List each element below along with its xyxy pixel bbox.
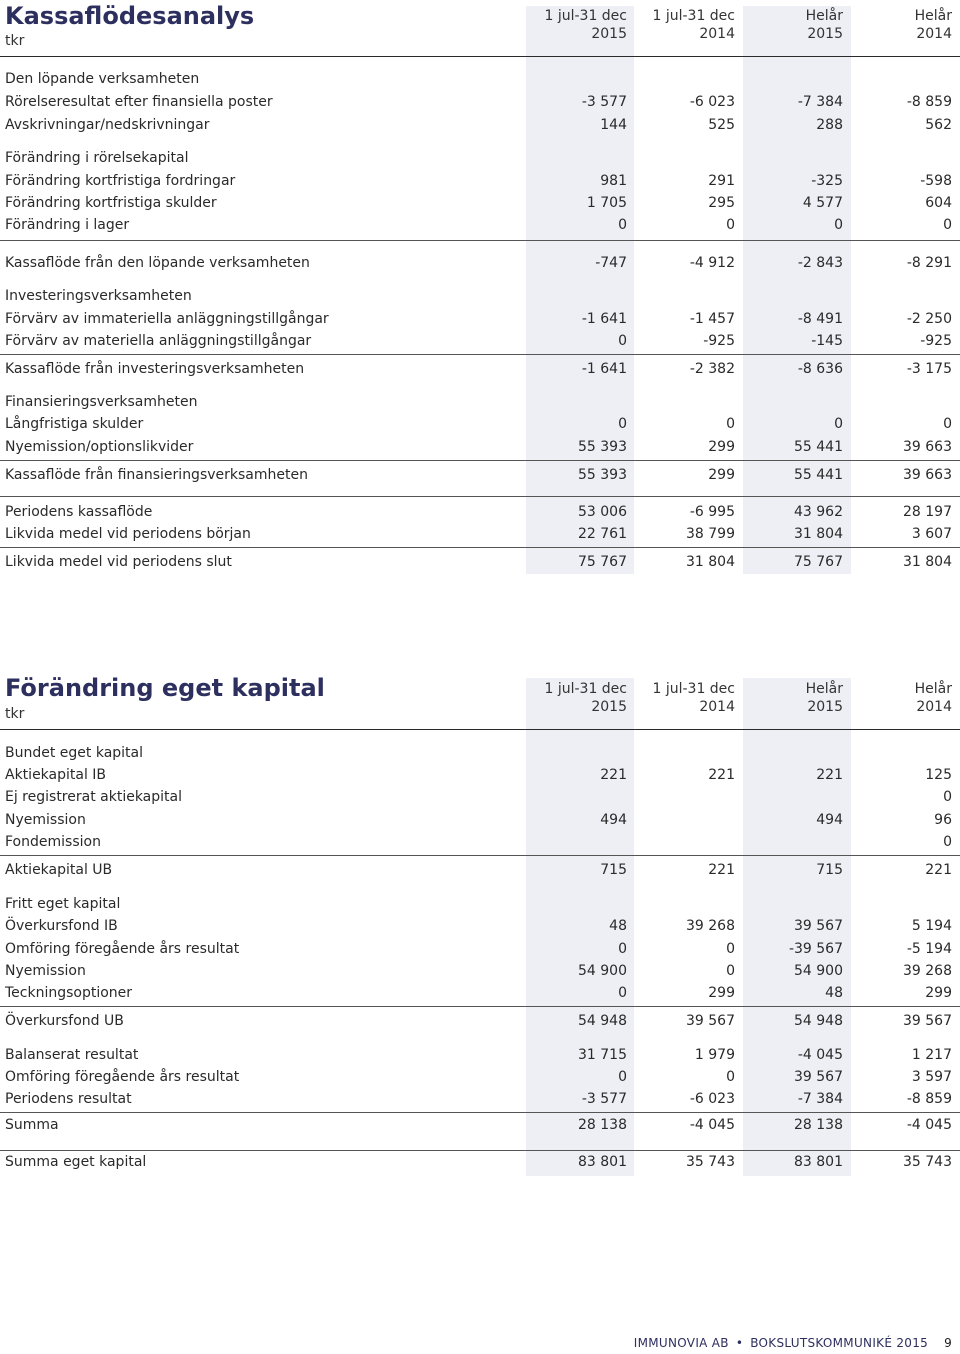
cell-value: 39 663	[903, 467, 952, 483]
cell-value: 35 743	[686, 1154, 735, 1170]
cell-value: 0	[726, 416, 735, 432]
cell-value: 54 948	[578, 1013, 627, 1029]
row-label: Avskrivningar/nedskrivningar	[5, 117, 210, 133]
cell-value: 0	[618, 985, 627, 1001]
cell-value: 75 767	[578, 554, 627, 570]
column-header: 1 jul-31 dec 2014	[652, 681, 735, 715]
header-divider	[0, 729, 960, 730]
cell-value: -3 577	[581, 94, 627, 110]
cashflow-unit: tkr	[5, 33, 25, 49]
cell-value: 1 705	[586, 195, 627, 211]
page-number: 9	[944, 1336, 952, 1350]
cell-value: -145	[811, 333, 843, 349]
cell-value: -4 045	[797, 1047, 843, 1063]
cell-value: 96	[934, 812, 952, 828]
cell-value: 0	[618, 941, 627, 957]
cell-value: 1 979	[694, 1047, 735, 1063]
row-label: Likvida medel vid periodens början	[5, 526, 251, 542]
column-header: 1 jul-31 dec 2015	[544, 681, 627, 715]
row-label: Kassaflöde från den löpande verksamheten	[5, 255, 310, 271]
cell-value: 0	[834, 416, 843, 432]
cell-value: -598	[920, 173, 952, 189]
row-label: Aktiekapital IB	[5, 767, 107, 783]
cell-value: 39 567	[903, 1013, 952, 1029]
cell-value: 54 900	[578, 963, 627, 979]
cell-value: 715	[816, 862, 843, 878]
cell-value: -4 045	[689, 1117, 735, 1133]
cell-value: 55 441	[794, 439, 843, 455]
cell-value: -2 250	[906, 311, 952, 327]
cell-value: 83 801	[794, 1154, 843, 1170]
cell-value: 221	[816, 767, 843, 783]
cell-value: -6 023	[689, 1091, 735, 1107]
row-label: Finansieringsverksamheten	[5, 394, 198, 410]
row-label: Periodens resultat	[5, 1091, 132, 1107]
cell-value: 54 948	[794, 1013, 843, 1029]
cell-value: 288	[816, 117, 843, 133]
row-label: Summa eget kapital	[5, 1154, 147, 1170]
cell-value: 39 567	[686, 1013, 735, 1029]
cell-value: 0	[726, 941, 735, 957]
cell-value: 291	[708, 173, 735, 189]
row-divider	[0, 1006, 960, 1007]
cell-value: 48	[825, 985, 843, 1001]
cell-value: 54 900	[794, 963, 843, 979]
cell-value: -8 636	[797, 361, 843, 377]
row-label: Långfristiga skulder	[5, 416, 144, 432]
cell-value: -925	[703, 333, 735, 349]
cell-value: -4 045	[906, 1117, 952, 1133]
cashflow-title: Kassaflödesanalys	[5, 2, 255, 30]
row-label: Summa	[5, 1117, 59, 1133]
cell-value: 53 006	[578, 504, 627, 520]
cell-value: 0	[943, 416, 952, 432]
row-label: Fondemission	[5, 834, 101, 850]
column-header: Helår 2015	[805, 8, 843, 42]
row-label: Kassaflöde från finansieringsverksamheten	[5, 467, 308, 483]
cell-value: -925	[920, 333, 952, 349]
cell-value: 4 577	[802, 195, 843, 211]
footer-document: BOKSLUTSKOMMUNIKÉ 2015	[750, 1336, 929, 1350]
cell-value: -747	[595, 255, 627, 271]
cell-value: 55 441	[794, 467, 843, 483]
cell-value: -8 491	[797, 311, 843, 327]
row-label: Teckningsoptioner	[5, 985, 133, 1001]
row-label: Fritt eget kapital	[5, 896, 121, 912]
cell-value: 3 607	[911, 526, 952, 542]
cell-value: 0	[618, 1069, 627, 1085]
cell-value: -5 194	[906, 941, 952, 957]
cell-value: -7 384	[797, 1091, 843, 1107]
cell-value: -2 382	[689, 361, 735, 377]
cell-value: -2 843	[797, 255, 843, 271]
cell-value: -1 457	[689, 311, 735, 327]
cell-value: 43 962	[794, 504, 843, 520]
cell-value: 75 767	[794, 554, 843, 570]
cell-value: -325	[811, 173, 843, 189]
cell-value: 39 268	[686, 918, 735, 934]
cell-value: 28 138	[578, 1117, 627, 1133]
cell-value: 525	[708, 117, 735, 133]
cell-value: 0	[943, 834, 952, 850]
cell-value: 55 393	[578, 467, 627, 483]
row-label: Kassaflöde från investeringsverksamheten	[5, 361, 305, 377]
cell-value: 0	[726, 1069, 735, 1085]
cell-value: 55 393	[578, 439, 627, 455]
cell-value: -8 859	[906, 1091, 952, 1107]
column-header: Helår 2014	[914, 681, 952, 715]
row-label: Nyemission	[5, 812, 86, 828]
cell-value: 494	[816, 812, 843, 828]
cell-value: -1 641	[581, 311, 627, 327]
cell-value: 0	[618, 217, 627, 233]
equity-unit: tkr	[5, 706, 25, 722]
cell-value: 0	[618, 333, 627, 349]
row-label: Förvärv av materiella anläggningstillgångar	[5, 333, 312, 349]
cell-value: 31 804	[686, 554, 735, 570]
row-label: Överkursfond IB	[5, 918, 118, 934]
row-label: Omföring föregående års resultat	[5, 1069, 240, 1085]
row-label: Omföring föregående års resultat	[5, 941, 240, 957]
cell-value: 299	[925, 985, 952, 1001]
cell-value: 0	[943, 217, 952, 233]
cell-value: 35 743	[903, 1154, 952, 1170]
cell-value: 31 804	[903, 554, 952, 570]
cell-value: 299	[708, 467, 735, 483]
cell-value: 1 217	[911, 1047, 952, 1063]
cell-value: -7 384	[797, 94, 843, 110]
cell-value: 562	[925, 117, 952, 133]
column-header: Helår 2015	[805, 681, 843, 715]
cell-value: 221	[600, 767, 627, 783]
cell-value: 31 804	[794, 526, 843, 542]
row-label: Nyemission	[5, 963, 86, 979]
cell-value: 39 567	[794, 1069, 843, 1085]
cell-value: 39 567	[794, 918, 843, 934]
row-label: Förändring i lager	[5, 217, 130, 233]
cell-value: 39 268	[903, 963, 952, 979]
footer-company: IMMUNOVIA AB	[633, 1336, 729, 1350]
cell-value: -6 995	[689, 504, 735, 520]
cell-value: 295	[708, 195, 735, 211]
row-label: Balanserat resultat	[5, 1047, 139, 1063]
cell-value: 48	[609, 918, 627, 934]
cell-value: 22 761	[578, 526, 627, 542]
cell-value: 221	[925, 862, 952, 878]
column-header: Helår 2014	[914, 8, 952, 42]
equity-title: Förändring eget kapital	[5, 674, 325, 702]
row-label: Den löpande verksamheten	[5, 71, 200, 87]
cell-value: 3 597	[911, 1069, 952, 1085]
cell-value: 125	[925, 767, 952, 783]
cell-value: 31 715	[578, 1047, 627, 1063]
row-label: Förändring kortfristiga skulder	[5, 195, 217, 211]
cell-value: 715	[600, 862, 627, 878]
row-label: Förändring i rörelsekapital	[5, 150, 189, 166]
cell-value: 604	[925, 195, 952, 211]
row-label: Aktiekapital UB	[5, 862, 113, 878]
row-divider	[0, 1112, 960, 1113]
cell-value: 38 799	[686, 526, 735, 542]
row-divider	[0, 855, 960, 856]
row-label: Förvärv av immateriella anläggningstillgångar	[5, 311, 329, 327]
row-label: Periodens kassaflöde	[5, 504, 153, 520]
cell-value: 981	[600, 173, 627, 189]
cell-value: -6 023	[689, 94, 735, 110]
cell-value: 144	[600, 117, 627, 133]
cell-value: 0	[726, 963, 735, 979]
cell-value: -8 859	[906, 94, 952, 110]
cell-value: 0	[618, 416, 627, 432]
column-header: 1 jul-31 dec 2014	[652, 8, 735, 42]
row-label: Rörelseresultat efter finansiella poster	[5, 94, 273, 110]
cell-value: 39 663	[903, 439, 952, 455]
row-label: Likvida medel vid periodens slut	[5, 554, 232, 570]
cell-value: 28 138	[794, 1117, 843, 1133]
page-footer	[634, 1336, 952, 1350]
cell-value: -3 175	[906, 361, 952, 377]
cell-value: 494	[600, 812, 627, 828]
row-label: Förändring kortfristiga fordringar	[5, 173, 236, 189]
row-divider	[0, 1150, 960, 1151]
column-header: 1 jul-31 dec 2015	[544, 8, 627, 42]
cell-value: 83 801	[578, 1154, 627, 1170]
footer-separator: •	[735, 1336, 744, 1350]
row-label: Nyemission/optionslikvider	[5, 439, 194, 455]
cell-value: -3 577	[581, 1091, 627, 1107]
cell-value: -1 641	[581, 361, 627, 377]
cell-value: 221	[708, 767, 735, 783]
cell-value: 0	[834, 217, 843, 233]
cell-value: 0	[943, 789, 952, 805]
cell-value: 299	[708, 985, 735, 1001]
row-label: Investeringsverksamheten	[5, 288, 192, 304]
cell-value: -4 912	[689, 255, 735, 271]
cell-value: -8 291	[906, 255, 952, 271]
cell-value: 5 194	[911, 918, 952, 934]
cell-value: 221	[708, 862, 735, 878]
row-label: Ej registrerat aktiekapital	[5, 789, 182, 805]
row-label: Bundet eget kapital	[5, 745, 144, 761]
row-label: Överkursfond UB	[5, 1013, 124, 1029]
cell-value: 0	[726, 217, 735, 233]
cell-value: 299	[708, 439, 735, 455]
cell-value: 28 197	[903, 504, 952, 520]
cell-value: -39 567	[788, 941, 843, 957]
